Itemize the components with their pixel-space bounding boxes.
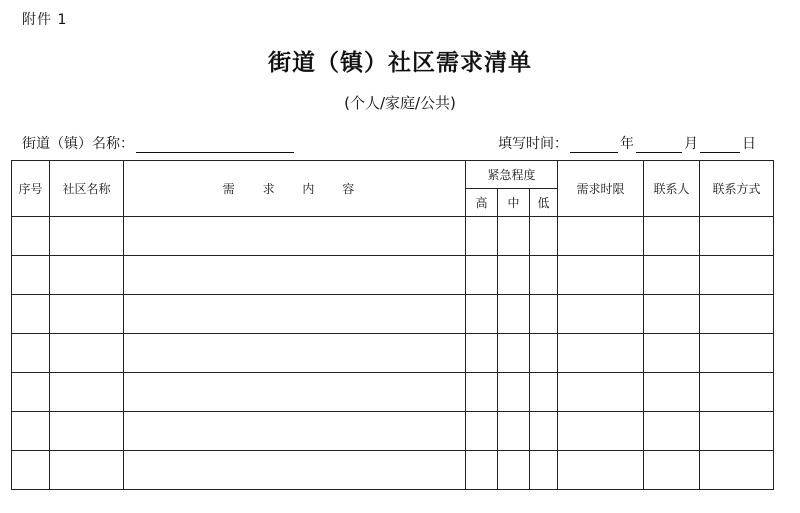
cell-community-name[interactable] (50, 412, 124, 451)
cell-content[interactable] (124, 334, 466, 373)
table-header (12, 161, 774, 217)
month-label: 月 (684, 136, 698, 152)
cell-medium[interactable] (498, 334, 530, 373)
cell-low[interactable] (530, 412, 558, 451)
header-urgency: 紧急程度 (466, 161, 558, 189)
month-blank[interactable] (636, 136, 682, 153)
cell-medium[interactable] (498, 217, 530, 256)
cell-content[interactable] (124, 295, 466, 334)
cell-contact-method[interactable] (700, 334, 774, 373)
cell-deadline[interactable] (558, 217, 644, 256)
cell-community-name[interactable] (50, 373, 124, 412)
cell-low[interactable] (530, 217, 558, 256)
cell-high[interactable] (466, 412, 498, 451)
cell-deadline[interactable] (558, 373, 644, 412)
header-community-name: 社区名称 (50, 161, 124, 217)
attachment-label: 附件 1 (22, 12, 68, 28)
cell-contact-method[interactable] (700, 256, 774, 295)
cell-contact-person[interactable] (644, 412, 700, 451)
street-name-field (22, 133, 296, 153)
cell-index[interactable] (12, 373, 50, 412)
cell-low[interactable] (530, 295, 558, 334)
header-urgency-medium: 中 (498, 189, 530, 217)
cell-community-name[interactable] (50, 217, 124, 256)
cell-medium[interactable] (498, 256, 530, 295)
cell-contact-person[interactable] (644, 217, 700, 256)
cell-low[interactable] (530, 451, 558, 490)
cell-high[interactable] (466, 451, 498, 490)
cell-content[interactable] (124, 373, 466, 412)
cell-high[interactable] (466, 334, 498, 373)
cell-community-name[interactable] (50, 451, 124, 490)
document-title: 街道（镇）社区需求清单 (268, 49, 532, 76)
table-row (12, 334, 774, 373)
cell-deadline[interactable] (558, 451, 644, 490)
header-contact-method: 联系方式 (700, 161, 774, 217)
cell-community-name[interactable] (50, 256, 124, 295)
header-contact-person: 联系人 (644, 161, 700, 217)
table-row (12, 412, 774, 451)
cell-low[interactable] (530, 334, 558, 373)
cell-index[interactable] (12, 217, 50, 256)
header-urgency-low: 低 (530, 189, 558, 217)
header-content: 需 求 内 容 (124, 161, 466, 217)
year-label: 年 (620, 136, 634, 152)
cell-contact-method[interactable] (700, 412, 774, 451)
cell-high[interactable] (466, 295, 498, 334)
cell-index[interactable] (12, 451, 50, 490)
street-name-label: 街道（镇）名称： (22, 136, 134, 152)
cell-content[interactable] (124, 451, 466, 490)
cell-high[interactable] (466, 256, 498, 295)
cell-medium[interactable] (498, 373, 530, 412)
cell-contact-person[interactable] (644, 295, 700, 334)
table-row (12, 217, 774, 256)
document-subtitle: (个人/家庭/公共) (344, 94, 456, 112)
cell-deadline[interactable] (558, 334, 644, 373)
cell-index[interactable] (12, 412, 50, 451)
cell-medium[interactable] (498, 295, 530, 334)
cell-deadline[interactable] (558, 295, 644, 334)
cell-low[interactable] (530, 256, 558, 295)
cell-contact-person[interactable] (644, 334, 700, 373)
cell-content[interactable] (124, 217, 466, 256)
cell-deadline[interactable] (558, 412, 644, 451)
fill-time-field (498, 133, 756, 153)
cell-high[interactable] (466, 217, 498, 256)
cell-community-name[interactable] (50, 295, 124, 334)
table-row (12, 295, 774, 334)
table-row (12, 256, 774, 295)
cell-medium[interactable] (498, 451, 530, 490)
cell-community-name[interactable] (50, 334, 124, 373)
fill-time-label: 填写时间： (498, 136, 568, 152)
cell-contact-method[interactable] (700, 451, 774, 490)
cell-contact-person[interactable] (644, 373, 700, 412)
cell-medium[interactable] (498, 412, 530, 451)
table-row (12, 373, 774, 412)
cell-index[interactable] (12, 295, 50, 334)
cell-content[interactable] (124, 256, 466, 295)
header-index: 序号 (12, 161, 50, 217)
header-deadline: 需求时限 (558, 161, 644, 217)
table-body (12, 217, 774, 490)
cell-contact-method[interactable] (700, 295, 774, 334)
day-blank[interactable] (700, 136, 740, 153)
cell-contact-person[interactable] (644, 451, 700, 490)
cell-contact-person[interactable] (644, 256, 700, 295)
cell-high[interactable] (466, 373, 498, 412)
cell-index[interactable] (12, 334, 50, 373)
cell-contact-method[interactable] (700, 217, 774, 256)
street-name-blank[interactable] (136, 136, 294, 153)
cell-contact-method[interactable] (700, 373, 774, 412)
cell-content[interactable] (124, 412, 466, 451)
cell-deadline[interactable] (558, 256, 644, 295)
needs-table (11, 160, 774, 490)
day-label: 日 (742, 136, 756, 152)
cell-index[interactable] (12, 256, 50, 295)
header-urgency-high: 高 (466, 189, 498, 217)
year-blank[interactable] (570, 136, 618, 153)
table-row (12, 451, 774, 490)
cell-low[interactable] (530, 373, 558, 412)
